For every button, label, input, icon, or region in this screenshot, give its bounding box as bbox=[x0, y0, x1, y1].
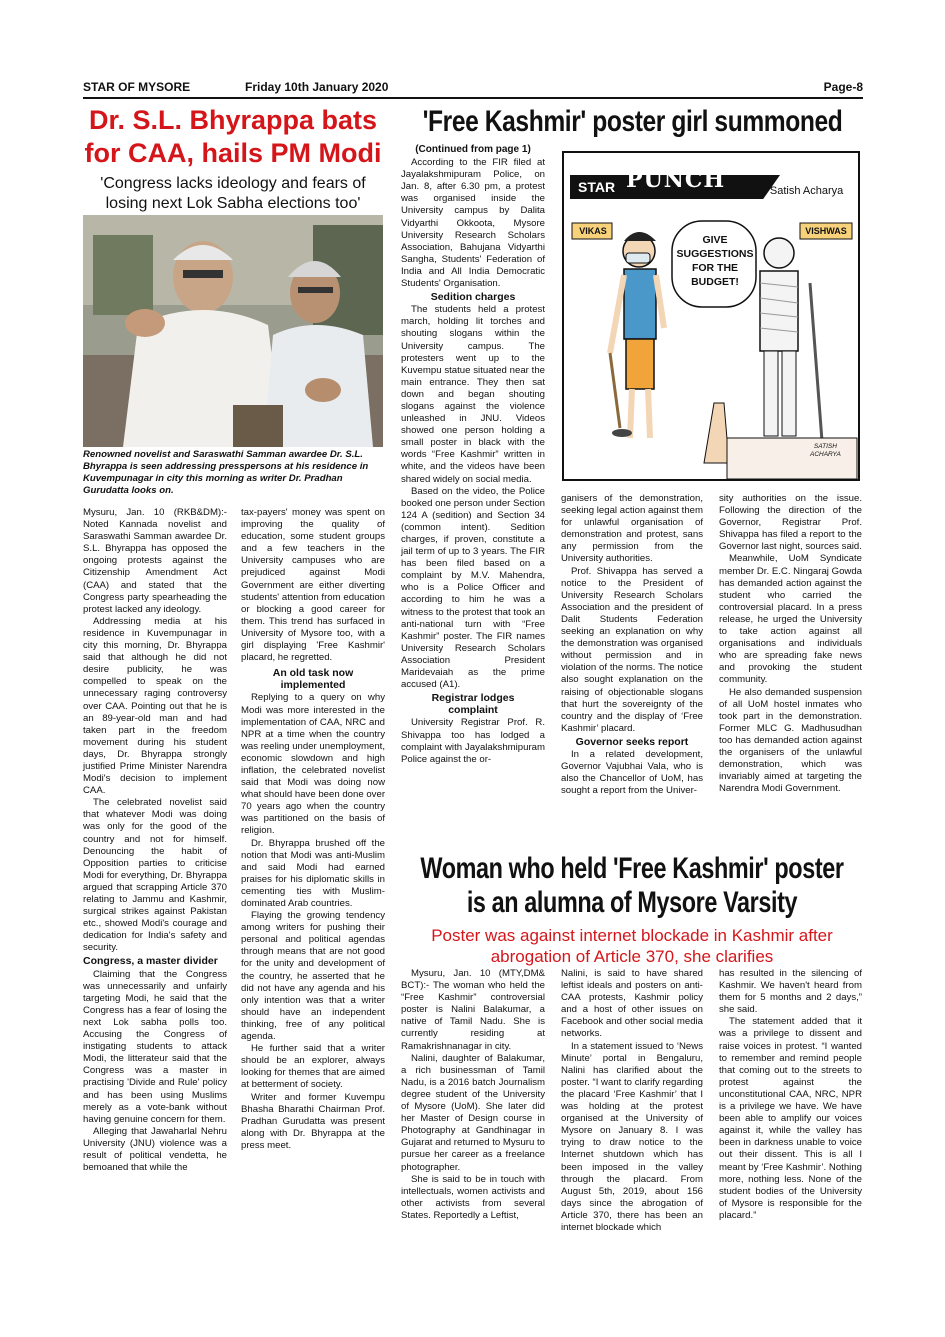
subheading bbox=[401, 692, 545, 716]
paragraph: The students held a protest march, holding lit torches and shouting slogans within the University campus. The protesters went up to the Kuvempu statue situated near the main entrance. They then sat down and began shouting slogans against the violence unleashed in JNU. Videos showed one person holding a small poster in black with the words “Free Kashmir” written in white, and the videos have been shared widely on social media. bbox=[401, 304, 545, 485]
paragraph: The celebrated novelist said that whatever Modi was doing was only for the good of the country and not for himself. Denouncing the habit of Opposition parties to criticise Modi for everything, Dr. Bhyrappa argued that scrapping Article 370 relating to Jammu and Kashmir, surgical strikes against Pakistan etc., showed Modi's courage and dedication for India's safety and security. bbox=[83, 797, 227, 954]
story3-column-3 bbox=[719, 968, 862, 1222]
cartoon-label-right: VISHWAS bbox=[805, 226, 847, 236]
paragraph: According to the FIR filed at Jayalakshmipuram Police, on Jan. 8, after 6.30 pm, a protest was organised inside the University campus by Dalita Vidyarthi Okkoota, Mysore University Research Scholars Association, Bahujana Vidyarthi Sangha, Students' Federation of India and All India Democratic Students' Organisation. bbox=[401, 157, 545, 290]
story2-column-2 bbox=[561, 493, 703, 797]
signature-line2: ACHARYA bbox=[810, 451, 841, 458]
story1-deck bbox=[83, 174, 383, 214]
story1-headline-line1: Dr. S.L. Bhyrappa bats bbox=[88, 105, 378, 135]
issue-date: Friday 10th January 2020 bbox=[245, 80, 389, 94]
paragraph: Mysuru, Jan. 10 (RKB&DM):- Noted Kannada novelist and Saraswathi Samman awardee Dr. S.L. Bhyrappa has opposed the ongoing protests against the Citizenship Amendment Act (CAA) and stated that the Congress party spearheading the protest lacked any ideology. bbox=[83, 507, 227, 615]
masthead-rule bbox=[83, 97, 863, 99]
story1-photo bbox=[83, 215, 383, 447]
paragraph: Addressing media at his residence in Kuvempunagar in city this morning, Dr. Bhyrappa said that although he did not desire publicity, he was compelled to speak on the unnecessary raging controversy over CAA. Pointing out that he is an 89-year-old man and had taken part in the freedom movement during his student days, Dr. Bhyrappa strongly justified Prime Minister Narendra Modi's decision to implement CAA. bbox=[83, 615, 227, 797]
continued-note: (Continued from page 1) bbox=[415, 144, 531, 155]
story2-headline: 'Free Kashmir' poster girl summoned bbox=[422, 105, 843, 138]
paragraph: Prof. Shivappa has served a notice to the President of University Research Scholars Association and the president of Dalit Students Federation seeking an explanation on why the demonstration was organised without permission and in violation of the norms. The notice also sought explanation on the raising of objectionable slogans that hurt the sovereignty of the country and the display of ‘Free Kashmir’ placard. bbox=[561, 565, 703, 734]
signature-line1: SATISH bbox=[813, 443, 837, 450]
paragraph: Flaying the growing tendency among writers for pushing their personal and political agendas through means that are not good for the unity and development of the country, he asserted that he did not have any agenda and his only intention was that a writer should have an independent thinking, free of any political agenda. bbox=[241, 910, 385, 1043]
paragraph: Writer and former Kuvempu Bhasha Bharathi Chairman Prof. Pradhan Gurudatta was present along with Dr. Bhyrappa at the press meet. bbox=[241, 1091, 385, 1151]
bubble-line4: BUDGET! bbox=[691, 276, 739, 288]
story1-headline bbox=[80, 104, 386, 170]
paragraph: University Registrar Prof. R. Shivappa too has lodged a complaint with Jayalakshmipuram Police against the or- bbox=[401, 717, 545, 765]
story3-column-2 bbox=[561, 968, 703, 1234]
subheading: Sedition charges bbox=[430, 291, 516, 304]
story1-deck-line2: losing next Lok Sabha elections too' bbox=[105, 195, 361, 212]
masthead bbox=[83, 80, 863, 96]
story1-deck-line1: 'Congress lacks ideology and fears of bbox=[100, 175, 366, 192]
cartoon-speech-bubble bbox=[674, 233, 756, 289]
story3-column-1 bbox=[401, 968, 545, 1222]
paragraph: He further said that a writer should be an explorer, always looking for themes that are aimed at betterment of society. bbox=[241, 1043, 385, 1091]
paragraph: In a related development, Governor Vajubhai Vala, who is also the Chancellor of UoM, has sought a report from the Univer- bbox=[561, 748, 703, 797]
story1-column-1 bbox=[83, 507, 227, 1174]
subheading: Congress, a master divider bbox=[83, 955, 218, 968]
story3-headline bbox=[401, 852, 863, 922]
paragraph: has resulted in the silencing of Kashmir. We haven't heard from them for 5 months and 2 days,” she said. bbox=[719, 968, 862, 1016]
subheading-line1: An old task now bbox=[272, 667, 354, 680]
subheading-line1: Registrar lodges bbox=[431, 692, 515, 705]
paragraph: He also demanded suspension of all UoM hostel inmates who took part in the demonstration. Former MLC G. Madhusudhan too has demanded action against the organisers of the unlawful demonstration, which was invariably aimed at targeting the Narendra Modi Government. bbox=[719, 686, 862, 795]
paragraph: Replying to a query on why Modi was more interested in the implementation of CAA, NRC and NPR at a time when the country was reeling under unemployment, economic slowdown and high inflation, the celebrated novelist said that Modi was doing now what should have been done over 70 years ago when the country was partitioned on the basis of religion. bbox=[241, 692, 386, 837]
paragraph: The statement added that it was a privilege to dissent and raise voices in protest. “I wanted to remember and remind people that coming out to the streets to protest against the unconstitutional CAA, NRC, NPR is a privilege we have. We have been able to amplify our voices against it, while the valley has been in darkness unable to voice out their dissent. This is all I meant by ‘Free Kashmir’. Nothing more, nothing less. None of the student bodies of the University of Mysore is responsible for the placard.” bbox=[719, 1016, 862, 1221]
cartoon-brand-punch: PUNCH bbox=[626, 167, 726, 193]
photo-illustration bbox=[83, 215, 383, 447]
story3-headline-line1: Woman who held 'Free Kashmir' poster bbox=[420, 852, 844, 885]
subheading-line2: implemented bbox=[280, 679, 346, 692]
paragraph: Nalini, is said to have shared leftist ideals and posters on anti-CAA protests, Kashmir policy and a host of other issues on Facebook and other social media networks. bbox=[561, 968, 703, 1040]
cartoon-brand-star: STAR bbox=[578, 179, 616, 195]
story3-headline-line2: is an alumna of Mysore Varsity bbox=[466, 886, 798, 919]
bubble-line1: GIVE bbox=[702, 234, 728, 246]
subheading-line2: complaint bbox=[448, 704, 498, 717]
paragraph: Alleging that Jawaharlal Nehru University (JNU) violence was a result of political vendetta, he bemoaned that while the bbox=[83, 1125, 227, 1174]
cartoon-label-left: VIKAS bbox=[579, 226, 607, 236]
cartoon-signature bbox=[810, 443, 841, 459]
story3-deck-line1: Poster was against internet blockade in Kashmir after bbox=[431, 926, 833, 945]
paragraph: Claiming that the Congress was unnecessarily and unfairly targeting Modi, he said that the Congress has a fear of losing the next Lok sabha polls too. Accusing the Congress of instigating students to attack Modi, the litterateur said that the Congress was a master in practising 'Divide and Rule' policy and has been using Muslims merely as a vote-bank without having genuine concern for them. bbox=[83, 968, 227, 1125]
paragraph: ganisers of the demonstration, seeking legal action against them for unlawful organisation of demonstration and protest, sans any permission from the University authorities. bbox=[561, 493, 703, 565]
paragraph: Nalini, daughter of Balakumar, a rich businessman of Tamil Nadu, is a 2016 batch Journalism degree student of the University of Mysore (UoM). She later did her Master of Design course in Photography at Gandhinagar in Gujarat and returned to Mysuru to pursue her career as a freelance photographer. bbox=[401, 1052, 545, 1173]
star-punch-cartoon bbox=[562, 151, 860, 481]
paragraph: sity authorities on the issue. Following the direction of the Governor, Registrar Prof. Shivappa has filed a report to the Governor last night, sources said. bbox=[719, 493, 862, 553]
bubble-line3: FOR THE bbox=[691, 262, 739, 274]
bubble-line2: SUGGESTIONS bbox=[676, 248, 754, 260]
paragraph: Meanwhile, UoM Syndicate member Dr. E.C. Ningaraj Gowda has demanded action against the student who carried the controversial placard. In a press release, he urged the University to take action against all organisations and individuals who are spreading fake news and provoking the student community. bbox=[719, 553, 862, 686]
paragraph: She is said to be in touch with intellectuals, women activists and other activists from several States. Reportedly a Leftist, bbox=[401, 1173, 545, 1221]
story3-deck-line2: abrogation of Article 370, she clarifies bbox=[490, 947, 774, 966]
paragraph: tax-payers' money was spent on improving the quality of education, some student groups and a few teachers in the University campuses who are prejudiced against Modi Government are either diverting students' attention from education or blocking a good career for them. This trend has surfaced in University of Mysore too, with a girl displaying 'Free Kashmir' placard, he regretted. bbox=[241, 507, 385, 664]
story2-column-3 bbox=[719, 493, 862, 795]
publication-name: STAR OF MYSORE bbox=[83, 80, 191, 94]
subheading bbox=[241, 667, 385, 691]
page-number: Page-8 bbox=[823, 80, 863, 94]
subheading: Governor seeks report bbox=[575, 735, 689, 748]
paragraph: Dr. Bhyrappa brushed off the notion that Modi was anti-Muslim and said Modi had earned praises for his diplomatic skills in cementing ties with Muslim-dominated Arab countries. bbox=[241, 837, 385, 909]
story1-headline-line2: for CAA, hails PM Modi bbox=[84, 138, 382, 168]
cartoon-byline: By Satish Acharya bbox=[754, 185, 844, 197]
paragraph: Based on the video, the Police booked one person under Section 124 A (sedition) and Section 34 (common intent). Sedition charges, if proven, constitute a jail term of up to 3 years. The FIR has been filed based on a complaint by M.V. Mahendra, who is a Police Officer and according to him he was a witness to the protest that took an anti-national turn with “Free Kashmir” poster. The FIR names University Research Scholars Association President Maridevaiah as the prime accused (A1). bbox=[401, 485, 546, 691]
paragraph: In a statement issued to ‘News Minute’ portal in Bengaluru, Nalini has clarified about the poster. “I want to clarify regarding the placard ‘Free Kashmir’ that I was holding at the protest organised at the University of Mysore on January 8. I was trying to draw notice to the Internet shutdown which has been imposed in the valley through the placard. From August 5th, 2019, about 156 days since the abrogation of Article 370, there has been an internet blockade which bbox=[561, 1040, 703, 1233]
story2-headline-box bbox=[401, 105, 863, 141]
story1-column-2 bbox=[241, 507, 385, 1152]
story2-column-1 bbox=[401, 143, 545, 766]
story1-photo-caption: Renowned novelist and Saraswathi Samman awardee Dr. S.L. Bhyrappa is seen addressing presspersons at his residence in Kuvempunagar in city this morning as writer Dr. Pradhan Gurudatta looks on. bbox=[83, 449, 369, 496]
paragraph: Mysuru, Jan. 10 (MTY,DM& BCT):- The woman who held the “Free Kashmir” controversial poster is Nalini Balakumar, a native of Tamil Nadu. She is currently residing at Ramakrishnanagar in city. bbox=[401, 968, 545, 1052]
story3-deck bbox=[401, 925, 863, 967]
